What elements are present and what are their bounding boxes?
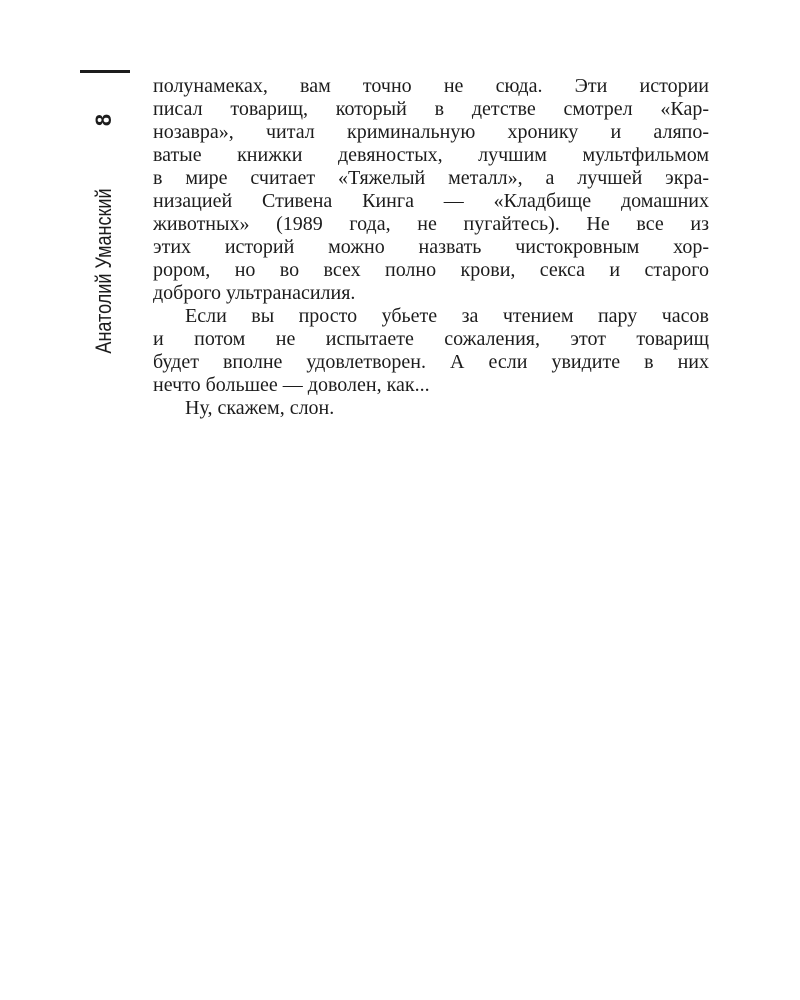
text-line: и потом не испытаете сожаления, этот товарищ [153,328,709,350]
text-line: полунамеках, вам точно не сюда. Эти истории [153,75,709,97]
text-line: животных» (1989 года, не пугайтесь). Не все из [153,213,709,235]
text-line: нозавра», читал криминальную хронику и аляпо- [153,121,709,143]
text-line: доброго ультранасилия. [153,282,356,304]
text-line: Если вы просто убьете за чтением пару часов [185,305,709,327]
running-head-rule [80,70,130,73]
text-line: этих историй можно назвать чистокровным хор- [153,236,709,258]
text-line: ватые книжки девяностых, лучшим мультфильмом [153,144,709,166]
text-line: нечто большее — доволен, как... [153,374,430,396]
text-line: низацией Стивена Кинга — «Кладбище домашних [153,190,709,212]
text-line: Ну, скажем, слон. [185,397,335,419]
text-line: будет вполне удовлетворен. А если увидите в них [153,351,709,373]
text-line: рором, но во всех полно крови, секса и старого [153,259,709,281]
text-line: писал товарищ, который в детстве смотрел «Кар- [153,98,709,120]
body-text [153,75,709,420]
author-name-text: Анатолий Уманский [91,188,116,354]
page-number: 8 [91,113,116,127]
text-line: в мире считает «Тяжелый металл», а лучшей экра- [153,167,709,189]
